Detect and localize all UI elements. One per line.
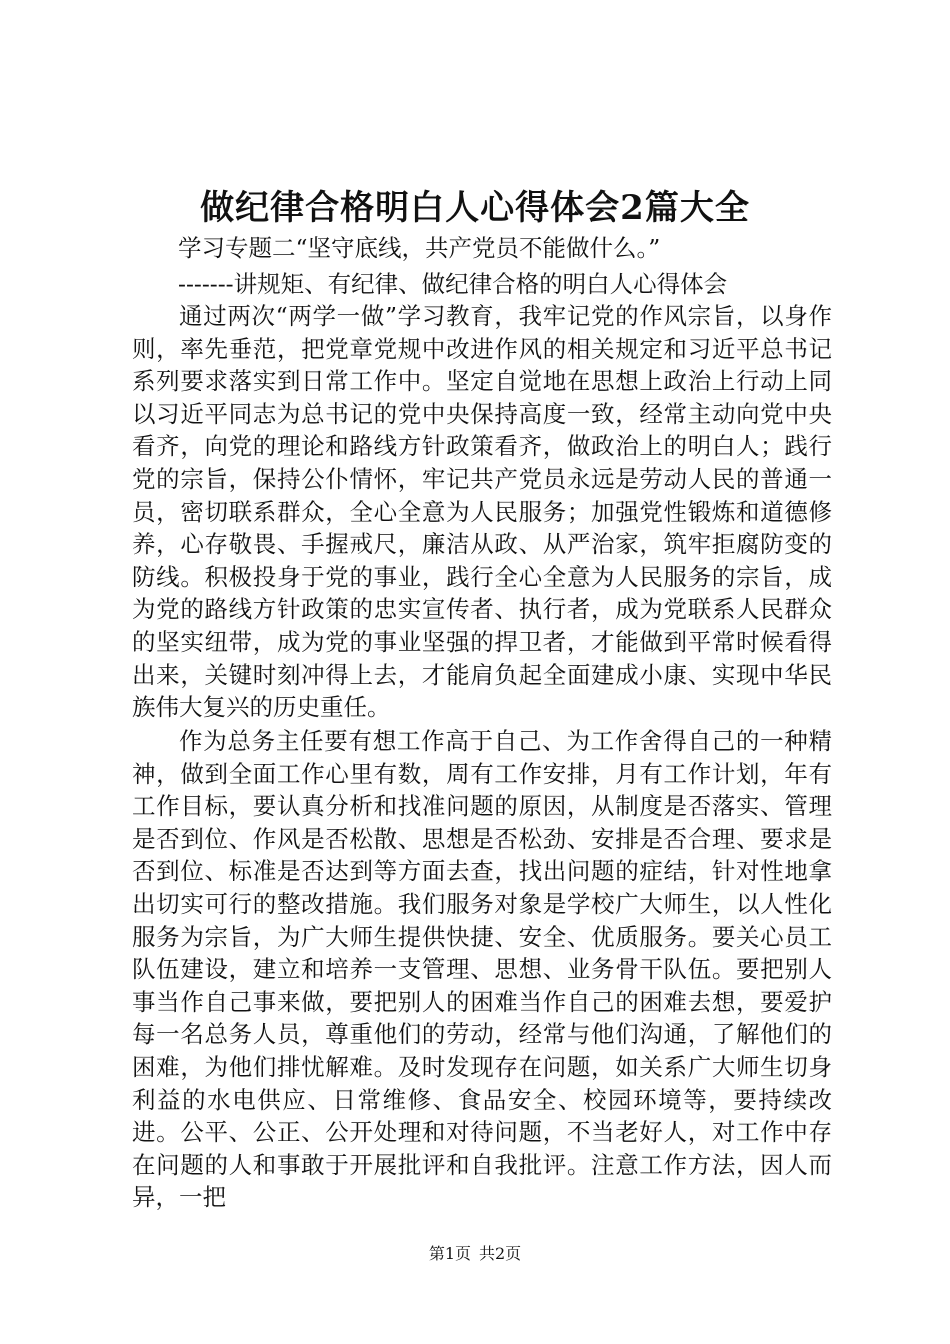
subtitle-line-2: -------讲规矩、有纪律、做纪律合格的明白人心得体会	[178, 270, 728, 298]
subtitle-line-1: 学习专题二“坚守底线，共产党员不能做什么。”	[178, 234, 661, 262]
body-paragraph-1: 通过两次“两学一做”学习教育，我牢记党的作风宗旨，以身作则，率先垂范，把党章党规中改进作风的相关规定和习近平总书记系列要求落实到日常工作中。坚定自觉地在思想上政治上行动上同以习近平同志为总书记的党中央保持高度一致，经常主动向党中央看齐，向党的理论和路线方针政策看齐，做政治上的明白人；践行党的宗旨，保持公仆情怀，牢记共产党员永远是劳动人民的普通一员，密切联系群众，全心全意为人民服务；加强党性锻炼和道德修养，心存敬畏、手握戒尺，廉洁从政、从严治家，筑牢拒腐防变的防线。积极投身于党的事业，践行全心全意为人民服务的宗旨，成为党的路线方针政策的忠实宣传者、执行者，成为党联系人民群众的坚实纽带，成为党的事业坚强的捍卫者，才能做到平常时候看得出来，关键时刻冲得上去，才能肩负起全面建成小康、实现中华民族伟大复兴的历史重任。	[132, 302, 832, 722]
page-footer	[0, 1243, 950, 1265]
document-title: 做纪律合格明白人心得体会2篇大全	[200, 188, 750, 228]
page-number: 第1页	[428, 1244, 471, 1263]
page-total: 共2页	[479, 1244, 522, 1263]
body-paragraph-2: 作为总务主任要有想工作高于自己、为工作舍得自己的一种精神，做到全面工作心里有数，周有工作安排，月有工作计划，年有工作目标，要认真分析和找准问题的原因，从制度是否落实、管理是否到位、作风是否松散、思想是否松劲、安排是否合理、要求是否到位、标准是否达到等方面去查，找出问题的症结，针对性地拿出切实可行的整改措施。我们服务对象是学校广大师生，以人性化服务为宗旨，为广大师生提供快捷、安全、优质服务。要关心员工队伍建设，建立和培养一支管理、思想、业务骨干队伍。要把别人事当作自己事来做，要把别人的困难当作自己的困难去想，要爱护每一名总务人员，尊重他们的劳动，经常与他们沟通，了解他们的困难，为他们排忧解难。及时发现存在问题，如关系广大师生切身利益的水电供应、日常维修、食品安全、校园环境等，要持续改进。公平、公正、公开处理和对待问题，不当老好人，对工作中存在问题的人和事敢于开展批评和自我批评。注意工作方法，因人而异，一把	[132, 727, 832, 1212]
